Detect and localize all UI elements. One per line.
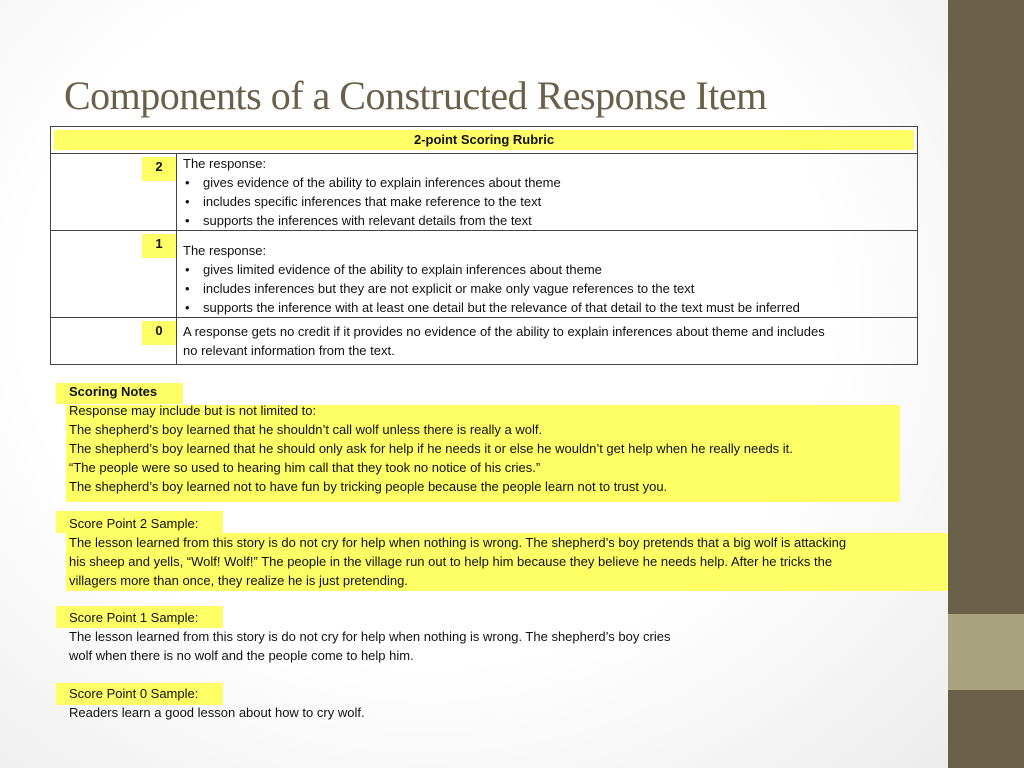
rubric-bullet: • includes inferences but they are not explicit or make only vague references to the text <box>183 279 911 298</box>
sp2-heading: Score Point 2 Sample: <box>69 516 199 531</box>
score-badge-2: 2 <box>142 157 176 181</box>
notes-line: The shepherd’s boy learned that he shouldn’t call wolf unless there is really a wolf. <box>69 422 543 437</box>
sp1-line: wolf when there is no wolf and the people come to help him. <box>69 648 414 663</box>
sp1-heading: Score Point 1 Sample: <box>69 610 199 625</box>
slide-title: Components of a Constructed Response Item <box>64 73 767 118</box>
score-badge-1: 1 <box>142 234 176 258</box>
sp2-line: his sheep and yells, “Wolf! Wolf!” The people in the village run out to help him because they believe he needs help. After he tricks the <box>69 554 833 569</box>
notes-line: The shepherd’s boy learned that he should only ask for help if he needs it or else he wouldn’t get help when he really needs it. <box>69 441 793 456</box>
sp0-line: Readers learn a good lesson about how to cry wolf. <box>69 705 365 720</box>
rubric-bullet: • supports the inferences with relevant details from the text <box>183 211 911 230</box>
sidebar-decoration <box>948 0 1024 768</box>
rubric-bullet: • gives evidence of the ability to explain inferences about theme <box>183 173 911 192</box>
rubric-text-line: no relevant information from the text. <box>183 343 395 358</box>
sp1-line: The lesson learned from this story is do not cry for help when nothing is wrong. The shepherd’s boy cries <box>69 629 671 644</box>
sp2-line: villagers more than once, they realize he is just pretending. <box>69 573 408 588</box>
sidebar-accent-block <box>948 614 1024 690</box>
rubric-intro: The response: <box>183 156 267 171</box>
scoring-notes-heading: Scoring Notes <box>69 384 158 399</box>
score-badge-0: 0 <box>142 321 176 345</box>
rubric-intro: The response: <box>183 243 267 258</box>
notes-line: Response may include but is not limited to: <box>69 403 317 418</box>
notes-line: The shepherd’s boy learned not to have fun by tricking people because the people learn not to trust you. <box>69 479 668 494</box>
rubric-header: 2-point Scoring Rubric <box>54 130 914 150</box>
rubric-bullet: • includes specific inferences that make reference to the text <box>183 192 911 211</box>
sp2-line: The lesson learned from this story is do not cry for help when nothing is wrong. The shepherd’s boy pretends that a big wolf is attacking <box>69 535 847 550</box>
rubric-text-line: A response gets no credit if it provides no evidence of the ability to explain inferences about theme and includes <box>183 324 825 339</box>
sp0-heading: Score Point 0 Sample: <box>69 686 199 701</box>
rubric-bullet: • supports the inference with at least one detail but the relevance of that detail to the text must be inferred <box>183 298 911 317</box>
notes-line: “The people were so used to hearing him call that they took no notice of his cries.” <box>69 460 541 475</box>
rubric-bullet: • gives limited evidence of the ability to explain inferences about theme <box>183 260 911 279</box>
